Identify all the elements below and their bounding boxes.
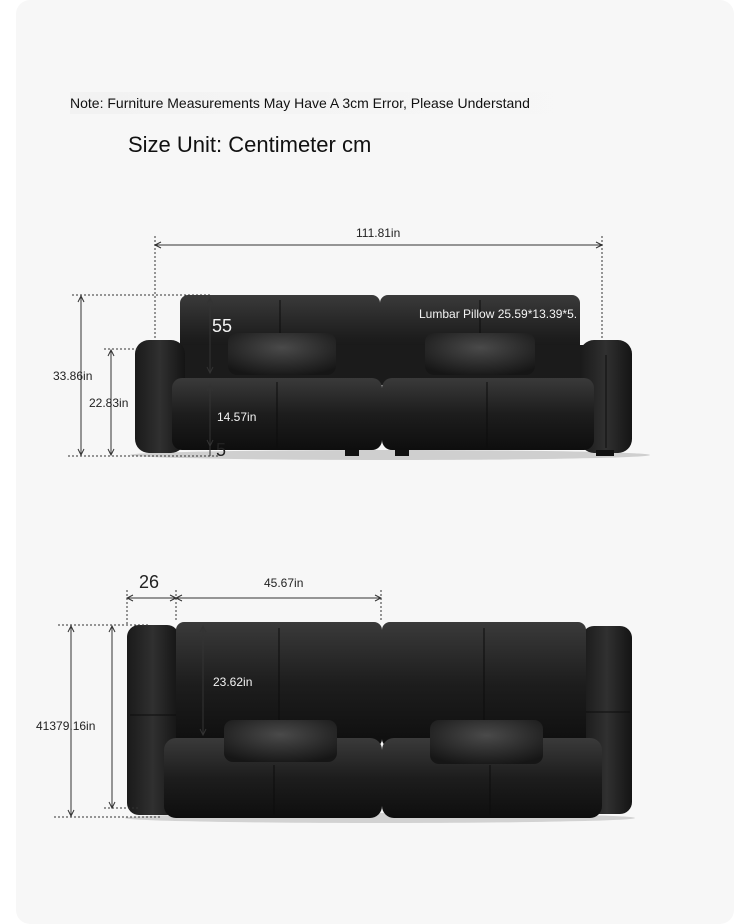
front-backrest-label: 55	[212, 316, 233, 336]
front-total-width-label: 111.81in	[356, 226, 401, 240]
front-leg-height-label: 5	[216, 440, 227, 460]
top-seat-width-label: 45.67in	[264, 576, 304, 590]
top-back-depth-label: 23.62in	[213, 675, 253, 689]
lumbar-pillow-label: Lumbar Pillow 25.59*13.39*5.	[419, 307, 578, 321]
measurement-note: Note: Furniture Measurements May Have A 3cm Error, Please Understand	[70, 92, 580, 114]
top-arm-width-label: 26	[139, 572, 160, 592]
top-pillow-right	[430, 720, 543, 764]
front-total-height-label: 33.86in	[53, 369, 93, 383]
top-total-depth-label: 41379.16in	[36, 719, 96, 733]
top-pillow-left	[224, 720, 337, 762]
front-seat-height-label: 14.57in	[217, 410, 257, 424]
size-unit-title: Size Unit: Centimeter cm	[128, 132, 372, 157]
front-arm-height-label: 22.83in	[89, 396, 129, 410]
